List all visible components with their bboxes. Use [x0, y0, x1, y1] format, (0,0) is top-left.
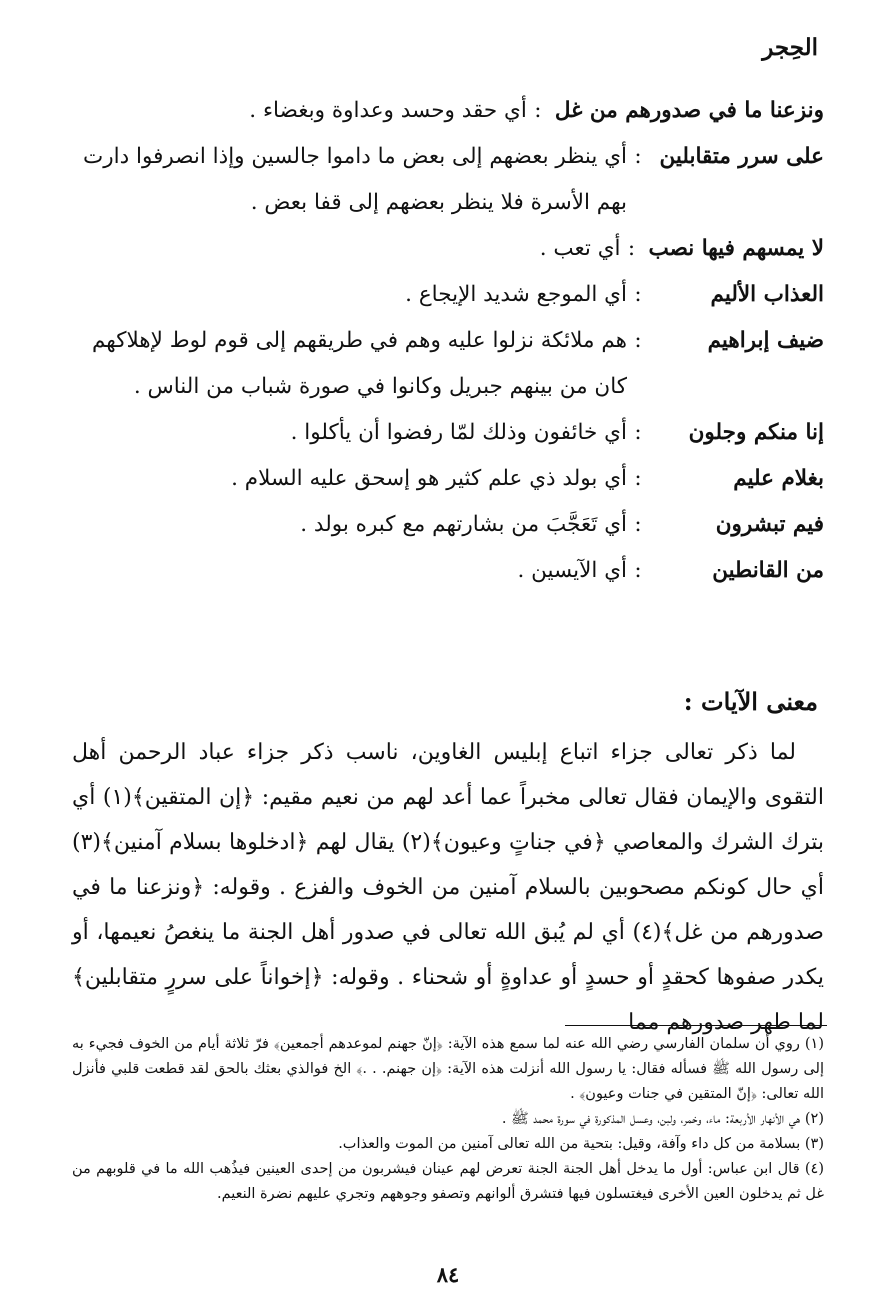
commentary-paragraph: لما ذكر تعالى جزاء اتباع إبليس الغاوين، ناسب ذكر جزاء عباد الرحمن أهل التقوى والإيمان فقال تعالى مخبراً عما أعد لهم من نعيم مقيم: ﴿إن المتقين﴾(١) أي بترك الشرك والمعاصي ﴿في جناتٍ وعيون﴾(٢) يقال لهم ﴿ادخلوها بسلام آمنين﴾(٣) أي حال كونكم مصحوبين بالسلام آمنين من الخوف والفزع . وقوله: ﴿ونزعنا ما في صدورهم من غل﴾(٤) أي لم يُبق الله تعالى في صدور أهل الجنة ما ينغصُ نعيمها، أو يكدر صفوها كحقدٍ أو حسدٍ أو عداوةٍ أو شحناء . وقوله: ﴿إخواناً على سررٍ متقابلين﴾ لما طهر صدورهم مما	[72, 740, 824, 1035]
vocabulary-definition: أي خائفون وذلك لمّا رفضوا أن يأكلوا .	[290, 420, 627, 445]
vocabulary-term: ونزعنا ما في صدورهم من غل	[554, 98, 824, 123]
vocabulary-colon: :	[634, 558, 642, 583]
vocabulary-term: على سرر متقابلين	[659, 144, 824, 169]
vocabulary-list	[64, 88, 824, 594]
vocabulary-definition: أي حقد وحسد وعداوة وبغضاء .	[249, 98, 527, 123]
vocabulary-colon: :	[634, 282, 642, 307]
vocabulary-term: إنا منكم وجلون	[688, 420, 824, 445]
footnote-divider	[565, 1025, 827, 1026]
vocabulary-row	[64, 134, 824, 226]
vocabulary-colon: :	[534, 98, 542, 123]
vocabulary-row	[64, 272, 824, 318]
vocabulary-definition: أي الآيسين .	[517, 558, 627, 583]
section-heading: معنى الآيات :	[683, 687, 818, 716]
page-number: ٨٤	[436, 1262, 460, 1287]
footnote: (١) روي أن سلمان الفارسي رضي الله عنه لما سمع هذه الآية: ﴿إنّ جهنم لموعدهم أجمعين﴾ فرّ ثلاثة أيام من الخوف فجيء به إلى رسول الله ﷺ فسأله فقال: يا رسول الله أنزلت هذه الآية: ﴿إن جهنم. . .﴾ الخ فوالذي بعثك بالحق لقد قطعت قلبي فأنزل الله تعالى: ﴿إنّ المتقين في جنات وعيون﴾ .	[72, 1036, 824, 1102]
vocabulary-definition: أي الموجع شديد الإيجاع .	[405, 282, 627, 307]
vocabulary-colon: :	[634, 328, 642, 353]
footnote: (٢) هي الأنهار الأربعة: ماء، وخمر، ولبن، وعسل المذكورة في سورة محمد ﷺ .	[501, 1111, 824, 1127]
vocabulary-term: من القانطين	[712, 558, 824, 583]
vocabulary-term: العذاب الأليم	[710, 282, 824, 307]
vocabulary-colon: :	[627, 236, 636, 261]
chapter-header: الحِجر	[762, 34, 818, 61]
vocabulary-definition: هم ملائكة نزلوا عليه وهم في طريقهم إلى قوم لوط لإهلاكهم كان من بينهم جبريل وكانوا في صورة شباب من الناس .	[91, 328, 627, 399]
vocabulary-row	[64, 226, 824, 272]
vocabulary-term: لا يمسهم فيها نصب	[648, 236, 824, 261]
footnote: (٣) بسلامة من كل داء وآفة، وقيل: بتحية من الله تعالى آمنين من الموت والعذاب.	[338, 1136, 824, 1152]
vocabulary-colon: :	[634, 512, 642, 537]
footnotes-list	[72, 1032, 824, 1207]
vocabulary-definition: أي ينظر بعضهم إلى بعض ما داموا جالسين وإذا انصرفوا دارت بهم الأسرة فلا ينظر بعضهم إلى قفا بعض .	[82, 144, 627, 215]
vocabulary-definition: أي تَعَجَّبَ من بشارتهم مع كبره بولد .	[300, 512, 627, 537]
vocabulary-colon: :	[634, 420, 642, 445]
vocabulary-term: فيم تبشرون	[715, 512, 824, 537]
vocabulary-colon: :	[634, 466, 642, 491]
vocabulary-term: بغلام عليم	[733, 466, 824, 491]
vocabulary-colon: :	[634, 144, 642, 169]
footnote: (٤) قال ابن عباس: أول ما يدخل أهل الجنة الجنة تعرض لهم عينان فيشربون من إحدى العينين فيذُهب الله ما في قلوبهم من غل ثم يدخلون العين الأخرى فيغتسلون فيها فتشرق ألوانهم وتصفو وجوههم وتجري عليهم نضرة النعيم.	[72, 1161, 824, 1202]
vocabulary-row	[64, 456, 824, 502]
vocabulary-row	[64, 318, 824, 410]
vocabulary-row	[64, 410, 824, 456]
vocabulary-definition: أي بولد ذي علم كثير هو إسحق عليه السلام .	[231, 466, 627, 491]
vocabulary-row	[64, 88, 824, 134]
vocabulary-row	[64, 548, 824, 594]
vocabulary-term: ضيف إبراهيم	[707, 328, 824, 353]
vocabulary-row	[64, 502, 824, 548]
vocabulary-definition: أي تعب .	[539, 236, 621, 261]
